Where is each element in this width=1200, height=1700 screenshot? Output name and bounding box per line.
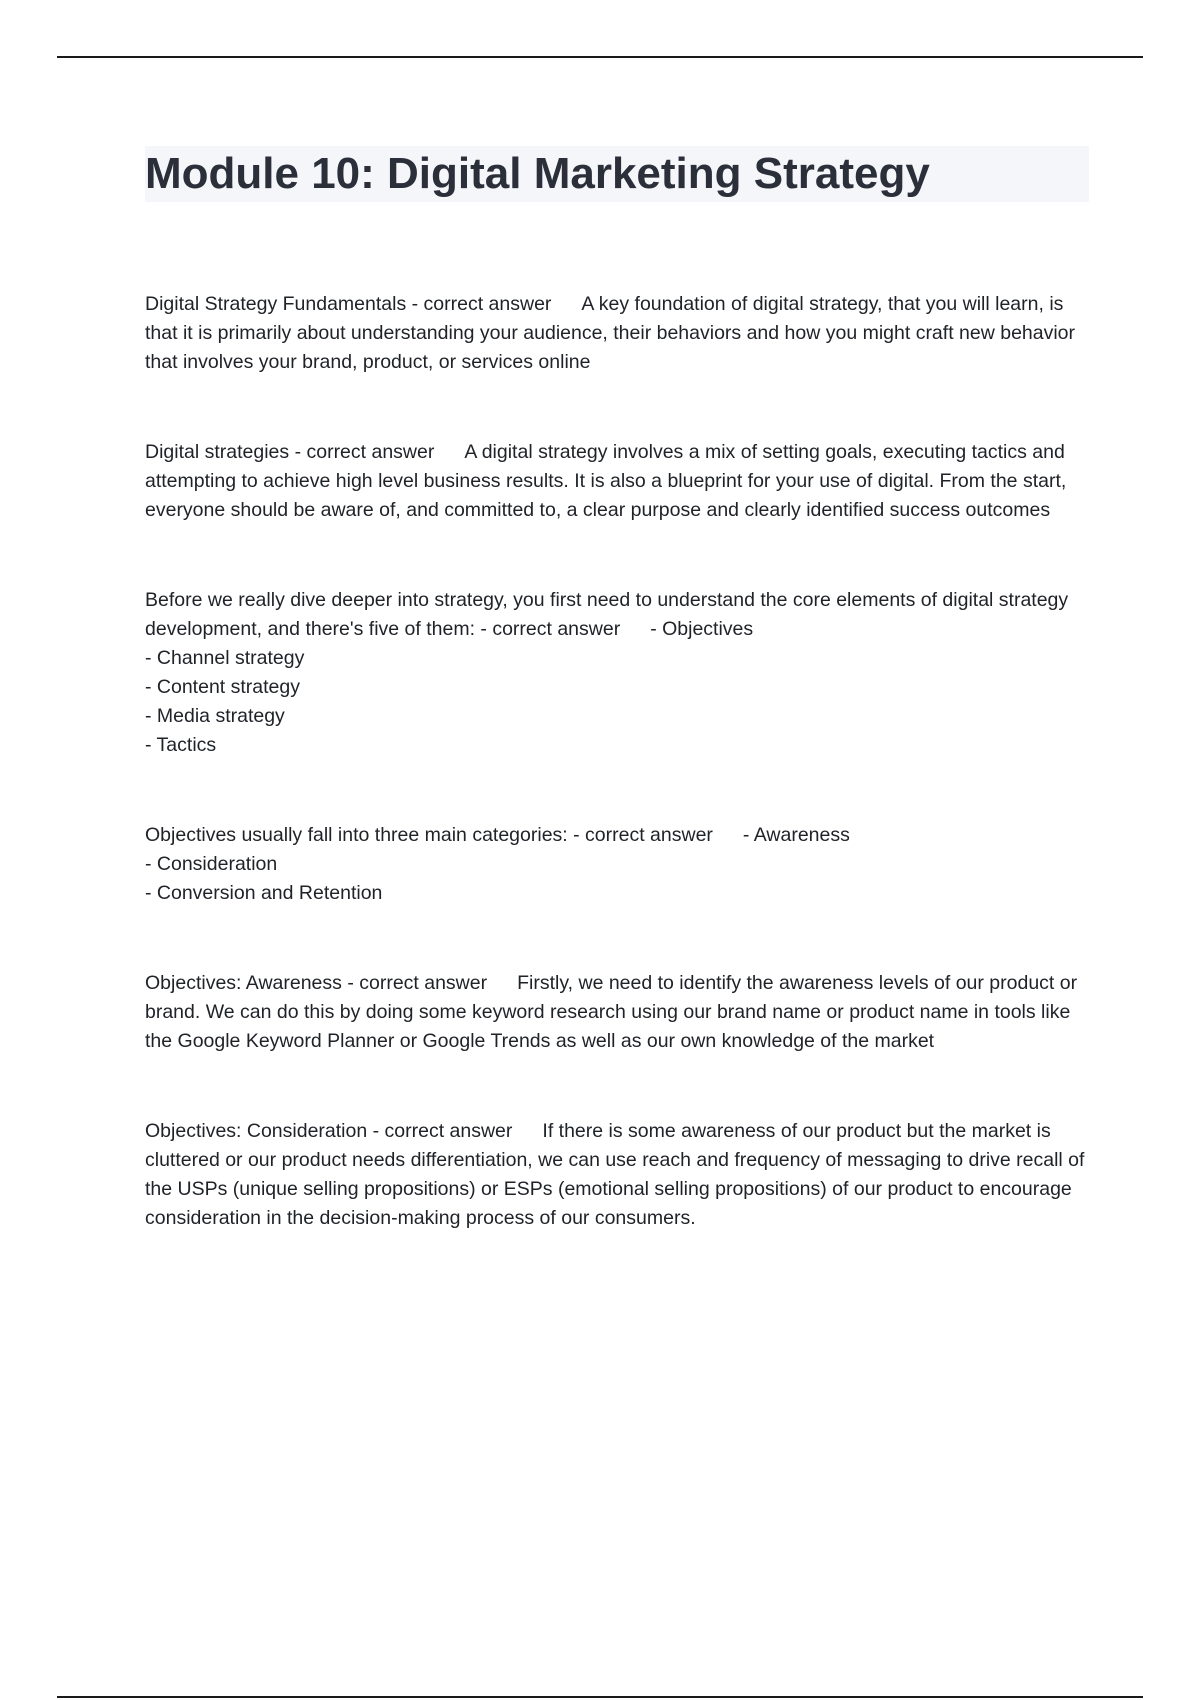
bottom-divider xyxy=(57,1696,1143,1698)
top-divider xyxy=(57,56,1143,58)
flashcard-text xyxy=(145,586,1090,644)
flashcard-answer: A digital strategy involves a mix of setting goals, executing tactics and attempting to achieve high level business results. It is also a blueprint for your use of digital. From the start, everyone should be aware of, and committed to, a clear purpose and clearly identified success outcomes xyxy=(145,441,1067,521)
flashcard-answer: If there is some awareness of our product but the market is cluttered or our product needs differentiation, we can use reach and frequency of messaging to drive recall of the USPs (unique selling propositions) or ESPs (emotional selling propositions) of our product to encourage consideration in the decision-making process of our consumers. xyxy=(145,1120,1085,1229)
flashcard-entry xyxy=(145,1117,1090,1233)
list-item: - Consideration xyxy=(145,853,278,875)
list-item: - Content strategy xyxy=(145,676,300,698)
flashcard-answer: - Objectives xyxy=(650,618,754,640)
flashcard-answer: Firstly, we need to identify the awareness levels of our product or brand. We can do this by doing some keyword research using our brand name or product name in tools like the Google Keyword Planner or Google Trends as well as our own knowledge of the market xyxy=(145,972,1078,1052)
flashcard-text xyxy=(145,1117,1090,1233)
flashcard-term: Objectives: Consideration - correct answer xyxy=(145,1120,513,1142)
list-item: - Tactics xyxy=(145,734,217,756)
flashcard-text xyxy=(145,821,1090,850)
flashcard-term: Digital strategies - correct answer xyxy=(145,441,435,463)
flashcard-list xyxy=(145,290,1090,1294)
flashcard-entry xyxy=(145,821,1090,908)
flashcard-text xyxy=(145,290,1090,377)
flashcard-term: Objectives usually fall into three main categories: - correct answer xyxy=(145,824,713,846)
flashcard-term: Digital Strategy Fundamentals - correct answer xyxy=(145,293,552,315)
flashcard-entry xyxy=(145,969,1090,1056)
list-item: - Conversion and Retention xyxy=(145,882,383,904)
list-item: - Channel strategy xyxy=(145,647,305,669)
flashcard-text xyxy=(145,438,1090,525)
flashcard-entry xyxy=(145,290,1090,377)
flashcard-term: Before we really dive deeper into strategy, you first need to understand the core elements of digital strategy development, and there's five of them: - correct answer xyxy=(145,589,1069,640)
list-item: - Media strategy xyxy=(145,705,285,727)
flashcard-answer: A key foundation of digital strategy, that you will learn, is that it is primarily about understanding your audience, their behaviors and how you might craft new behavior that involves your brand, product, or services online xyxy=(145,293,1076,373)
flashcard-entry xyxy=(145,438,1090,525)
page-title: Module 10: Digital Marketing Strategy xyxy=(145,149,930,198)
flashcard-term: Objectives: Awareness - correct answer xyxy=(145,972,488,994)
flashcard-text xyxy=(145,969,1090,1056)
flashcard-answer: - Awareness xyxy=(742,824,850,846)
title-banner xyxy=(145,146,1089,202)
flashcard-entry xyxy=(145,586,1090,760)
